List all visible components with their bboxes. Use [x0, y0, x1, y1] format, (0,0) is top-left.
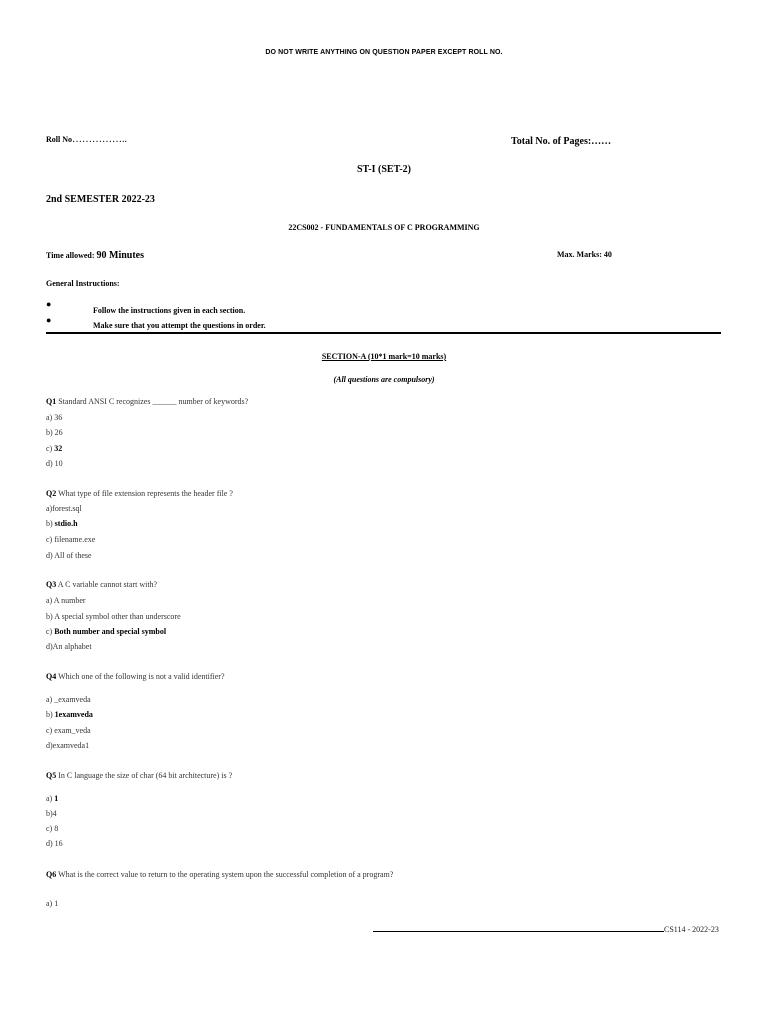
footer-code: CS114 - 2022-23 — [664, 925, 719, 934]
question — [46, 771, 232, 780]
option — [46, 642, 92, 651]
course-title: 22CS002 - FUNDAMENTALS OF C PROGRAMMING — [288, 223, 480, 232]
question — [46, 489, 233, 498]
bullet-icon: ● — [46, 315, 52, 325]
option-text: A number — [53, 596, 86, 605]
general-instructions-heading: General Instructions: — [46, 279, 120, 288]
option-prefix: d) — [46, 642, 53, 651]
option-prefix: c) — [46, 535, 55, 544]
option — [46, 839, 63, 848]
option-text: 32 — [54, 444, 63, 453]
option-prefix: b) — [46, 519, 55, 528]
question-text: Which one of the following is not a valid identifier? — [56, 672, 225, 681]
option-prefix: d) — [46, 459, 55, 468]
section-title: SECTION-A (10*1 mark=10 marks) — [321, 352, 447, 361]
question-text: In C language the size of char (64 bit architecture) is ? — [56, 771, 233, 780]
question-text: A C variable cannot start with? — [56, 580, 158, 589]
option — [46, 710, 93, 719]
option-prefix: b) — [46, 612, 55, 621]
option-prefix: a) — [46, 596, 54, 605]
option-text: 16 — [54, 839, 63, 848]
question — [46, 580, 157, 589]
section-note: (All questions are compulsory) — [333, 375, 435, 384]
option — [46, 612, 181, 621]
test-title: ST-I (SET-2) — [356, 164, 411, 175]
option-prefix: c) — [46, 824, 55, 833]
option-prefix: a) — [46, 504, 53, 513]
option-text: 1examveda — [54, 710, 93, 719]
question-text: What is the correct value to return to the operating system upon the successful completion of a program? — [56, 870, 394, 879]
option — [46, 794, 58, 803]
option — [46, 824, 58, 833]
option-prefix: a) — [46, 899, 55, 908]
option — [46, 899, 58, 908]
option-text: 36 — [54, 413, 63, 422]
time-allowed — [46, 250, 144, 261]
question — [46, 397, 248, 406]
option-prefix: c) — [46, 444, 55, 453]
option — [46, 459, 63, 468]
option — [46, 519, 78, 528]
roll-number-field — [46, 134, 127, 145]
question-text: Standard ANSI C recognizes ______ number of keywords? — [56, 397, 249, 406]
option-prefix: a) — [46, 695, 55, 704]
option-text: filename.exe — [54, 535, 96, 544]
divider — [46, 332, 721, 334]
option — [46, 596, 86, 605]
top-note: DO NOT WRITE ANYTHING ON QUESTION PAPER EXCEPT ROLL NO. — [265, 49, 503, 56]
option — [46, 741, 89, 750]
option-text: Both number and special symbol — [54, 627, 167, 636]
question-number: Q1 — [46, 397, 57, 406]
option-text: 4 — [52, 809, 57, 818]
footer-rule — [373, 931, 664, 932]
option — [46, 551, 92, 560]
option — [46, 413, 62, 422]
option-prefix: c) — [46, 726, 55, 735]
question — [46, 672, 225, 681]
time-label: Time allowed: — [46, 251, 95, 260]
time-value: 90 Minutes — [96, 250, 145, 261]
option — [46, 504, 82, 513]
option-prefix: a) — [46, 794, 55, 803]
option-text: 1 — [54, 899, 59, 908]
option-text: stdio.h — [54, 519, 78, 528]
question-number: Q5 — [46, 771, 57, 780]
bullet-icon: ● — [46, 299, 52, 309]
option-prefix: a) — [46, 413, 55, 422]
option-text: All of these — [54, 551, 92, 560]
option-prefix: d) — [46, 551, 55, 560]
option — [46, 428, 63, 437]
option-prefix: b) — [46, 428, 55, 437]
option-text: An alphabet — [52, 642, 92, 651]
option-text: A special symbol other than underscore — [54, 612, 181, 621]
option-prefix: c) — [46, 627, 55, 636]
question-number: Q3 — [46, 580, 57, 589]
total-pages: Total No. of Pages:…… — [511, 136, 612, 147]
instruction-item: Make sure that you attempt the questions in order. — [93, 321, 266, 330]
option-text: _examveda — [54, 695, 91, 704]
option-text: exam_veda — [54, 726, 91, 735]
option — [46, 809, 57, 818]
option-text: 26 — [54, 428, 63, 437]
option-text: examveda1 — [52, 741, 90, 750]
option — [46, 444, 62, 453]
question-text: What type of file extension represents the header file ? — [56, 489, 233, 498]
option — [46, 535, 95, 544]
question — [46, 870, 393, 879]
option-text: 10 — [54, 459, 63, 468]
roll-dots: …………….. — [72, 134, 127, 145]
question-number: Q2 — [46, 489, 57, 498]
option-prefix: d) — [46, 741, 53, 750]
question-number: Q4 — [46, 672, 57, 681]
option-text: forest.sql — [52, 504, 82, 513]
max-marks: Max. Marks: 40 — [557, 250, 612, 259]
roll-label: Roll No — [46, 135, 72, 144]
footer — [373, 925, 719, 934]
option-text: 1 — [54, 794, 59, 803]
question-number: Q6 — [46, 870, 57, 879]
semester: 2nd SEMESTER 2022-23 — [46, 194, 155, 205]
option-text: 8 — [54, 824, 59, 833]
instruction-item: Follow the instructions given in each section. — [93, 306, 246, 315]
option — [46, 695, 91, 704]
option — [46, 726, 91, 735]
option — [46, 627, 166, 636]
option-prefix: b) — [46, 809, 53, 818]
option-prefix: b) — [46, 710, 55, 719]
option-prefix: d) — [46, 839, 55, 848]
